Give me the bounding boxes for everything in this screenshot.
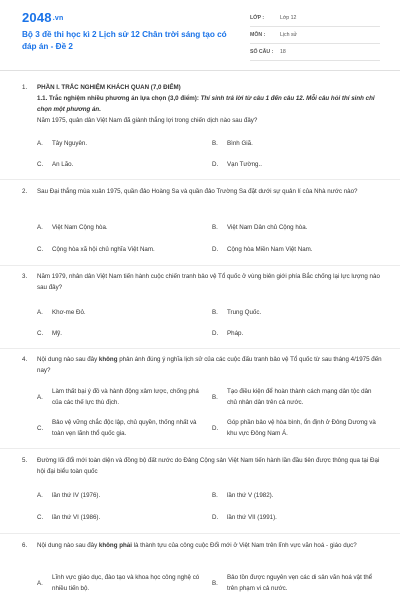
meta-class-row: LỚP : Lớp 12 [250,10,380,27]
site-logo[interactable]: 2048.vn [22,10,64,25]
document-header [0,0,400,68]
question-separator [0,448,400,449]
question-separator [0,179,400,180]
meta-count-row: SỐ CÂU : 18 [250,44,380,61]
question-separator [0,348,400,349]
question-separator [0,533,400,534]
exam-meta [250,10,380,61]
question-separator [0,265,400,266]
section-title: PHẦN I. TRẮC NGHIỆM KHÁCH QUAN (7,0 ĐIỂM) [37,84,181,91]
document-title: Bộ 3 đề thi học kì 2 Lịch sử 12 Chân trời sáng tạo có đáp án - Đề 2 [22,30,227,51]
section-instructions: 1.1. Trắc nghiệm nhiều phương án lựa chọn (3,0 điểm): Thí sinh trả lời từ câu 1 đến câu 12. Mỗi câu hỏi thí sinh chỉ chọn một phương án. [37,95,375,113]
header-divider [0,70,400,71]
question-text: Năm 1975, quân dân Việt Nam đã giành thắng lợi trong chiến dịch nào sau đây? [37,117,258,124]
meta-subject-row: MÔN : Lịch sử [250,27,380,44]
